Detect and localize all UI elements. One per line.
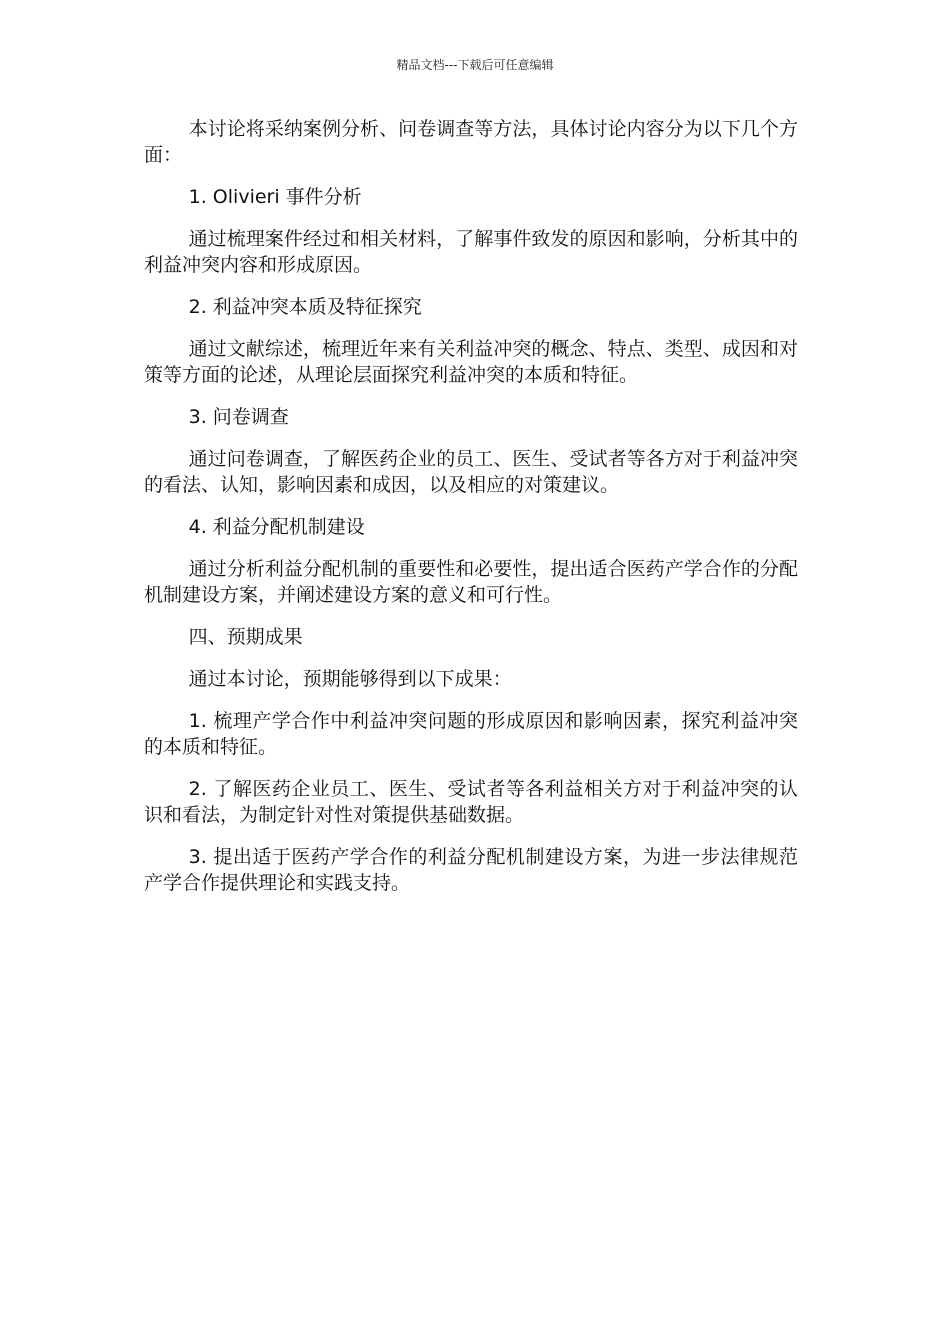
outcome-item-3: 3. 提出适于医药产学合作的利益分配机制建设方案，为进一步法律规范产学合作提供理论和实践支持。 bbox=[144, 846, 798, 894]
page-header: 精品文档---下载后可任意编辑 bbox=[396, 58, 554, 72]
expected-outcomes-title: 四、预期成果 bbox=[188, 626, 303, 648]
section-4-title: 4. 利益分配机制建设 bbox=[188, 516, 365, 538]
section-3-title: 3. 问卷调查 bbox=[188, 406, 289, 428]
document-body bbox=[144, 116, 798, 912]
intro-paragraph: 本讨论将采纳案例分析、问卷调查等方法，具体讨论内容分为以下几个方面： bbox=[144, 118, 798, 166]
expected-outcomes-intro: 通过本讨论，预期能够得到以下成果： bbox=[188, 668, 512, 690]
outcome-item-1: 1. 梳理产学合作中利益冲突问题的形成原因和影响因素，探究利益冲突的本质和特征。 bbox=[144, 710, 798, 758]
section-4-text: 通过分析利益分配机制的重要性和必要性，提出适合医药产学合作的分配机制建设方案，并阐述建设方案的意义和可行性。 bbox=[144, 558, 798, 606]
section-2-text: 通过文献综述，梳理近年来有关利益冲突的概念、特点、类型、成因和对策等方面的论述，从理论层面探究利益冲突的本质和特征。 bbox=[144, 338, 798, 386]
section-3-text: 通过问卷调查，了解医药企业的员工、医生、受试者等各方对于利益冲突的看法、认知，影响因素和成因，以及相应的对策建议。 bbox=[144, 448, 798, 496]
section-1-text: 通过梳理案件经过和相关材料，了解事件致发的原因和影响，分析其中的利益冲突内容和形成原因。 bbox=[144, 228, 798, 276]
outcome-item-2: 2. 了解医药企业员工、医生、受试者等各利益相关方对于利益冲突的认识和看法，为制定针对性对策提供基础数据。 bbox=[144, 778, 798, 826]
section-1-title: 1. Olivieri 事件分析 bbox=[188, 186, 362, 208]
section-2-title: 2. 利益冲突本质及特征探究 bbox=[188, 296, 422, 318]
